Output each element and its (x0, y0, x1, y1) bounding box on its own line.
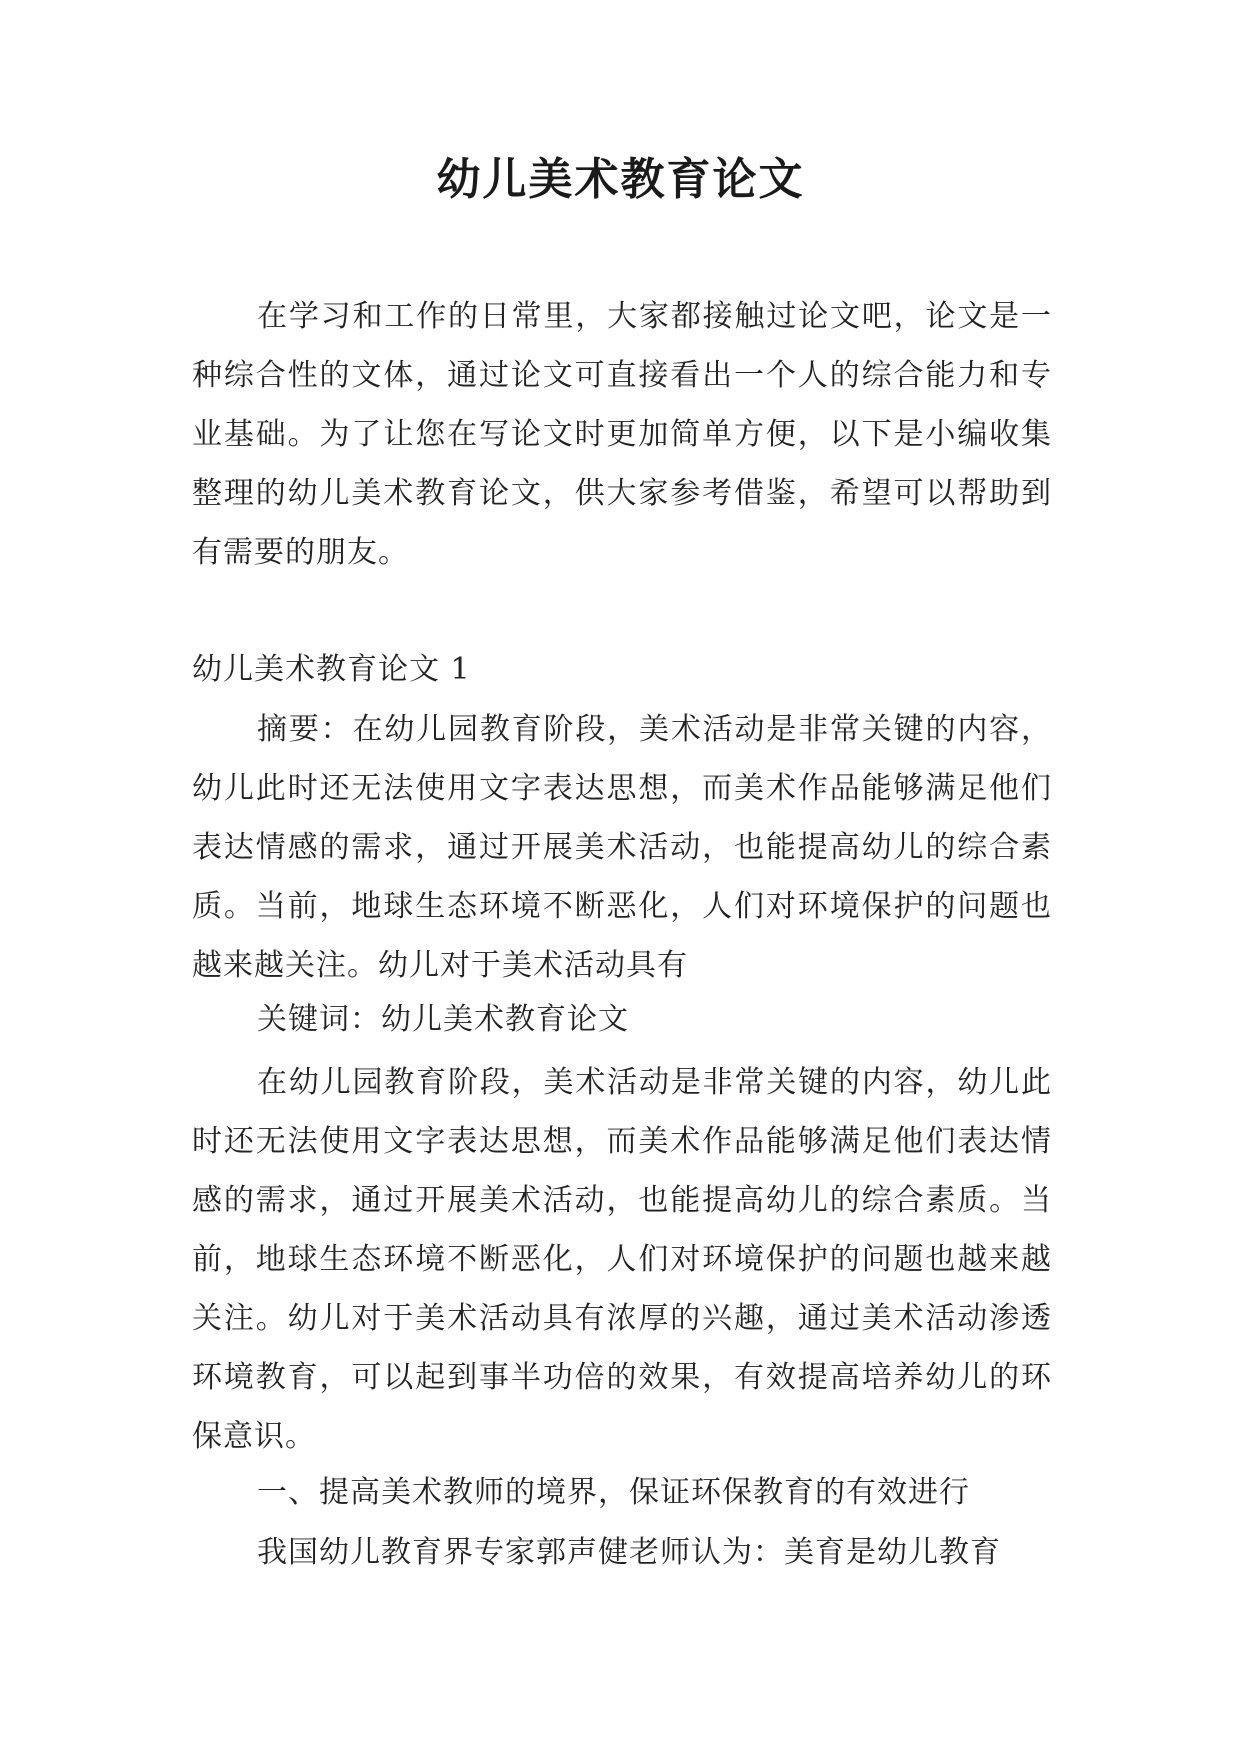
body-paragraph-continued: 我国幼儿教育界专家郭声健老师认为：美育是幼儿教育 (257, 1535, 1001, 1570)
document-title: 幼儿美术教育论文 (436, 154, 805, 205)
body-paragraph: 在幼儿园教育阶段，美术活动是非常关键的内容，幼儿此时还无法使用文字表达思想，而美术作品能够满足他们表达情感的需求，通过开展美术活动，也能提高幼儿的综合素质。当前，地球生态环境不断恶化，人们对环境保护的问题也越来越关注。幼儿对于美术活动具有浓厚的兴趣，通过美术活动渗透环境教育，可以起到事半功倍的效果，有效提高培养幼儿的环保意识。 (192, 1065, 1052, 1454)
section-heading: 一、提高美术教师的境界，保证环保教育的有效进行 (257, 1475, 970, 1510)
keywords-line: 关键词：幼儿美术教育论文 (257, 1002, 629, 1037)
section-title: 幼儿美术教育论文 1 (192, 652, 471, 687)
abstract-paragraph: 摘要：在幼儿园教育阶段，美术活动是非常关键的内容，幼儿此时还无法使用文字表达思想，而美术作品能够满足他们表达情感的需求，通过开展美术活动，也能提高幼儿的综合素质。当前，地球生态环境不断恶化，人们对环境保护的问题也越来越关注。幼儿对于美术活动具有 (192, 712, 1052, 983)
intro-paragraph: 在学习和工作的日常里，大家都接触过论文吧，论文是一种综合性的文体，通过论文可直接看出一个人的综合能力和专业基础。为了让您在写论文时更加简单方便，以下是小编收集整理的幼儿美术教育论文，供大家参考借鉴，希望可以帮助到有需要的朋友。 (192, 299, 1052, 570)
